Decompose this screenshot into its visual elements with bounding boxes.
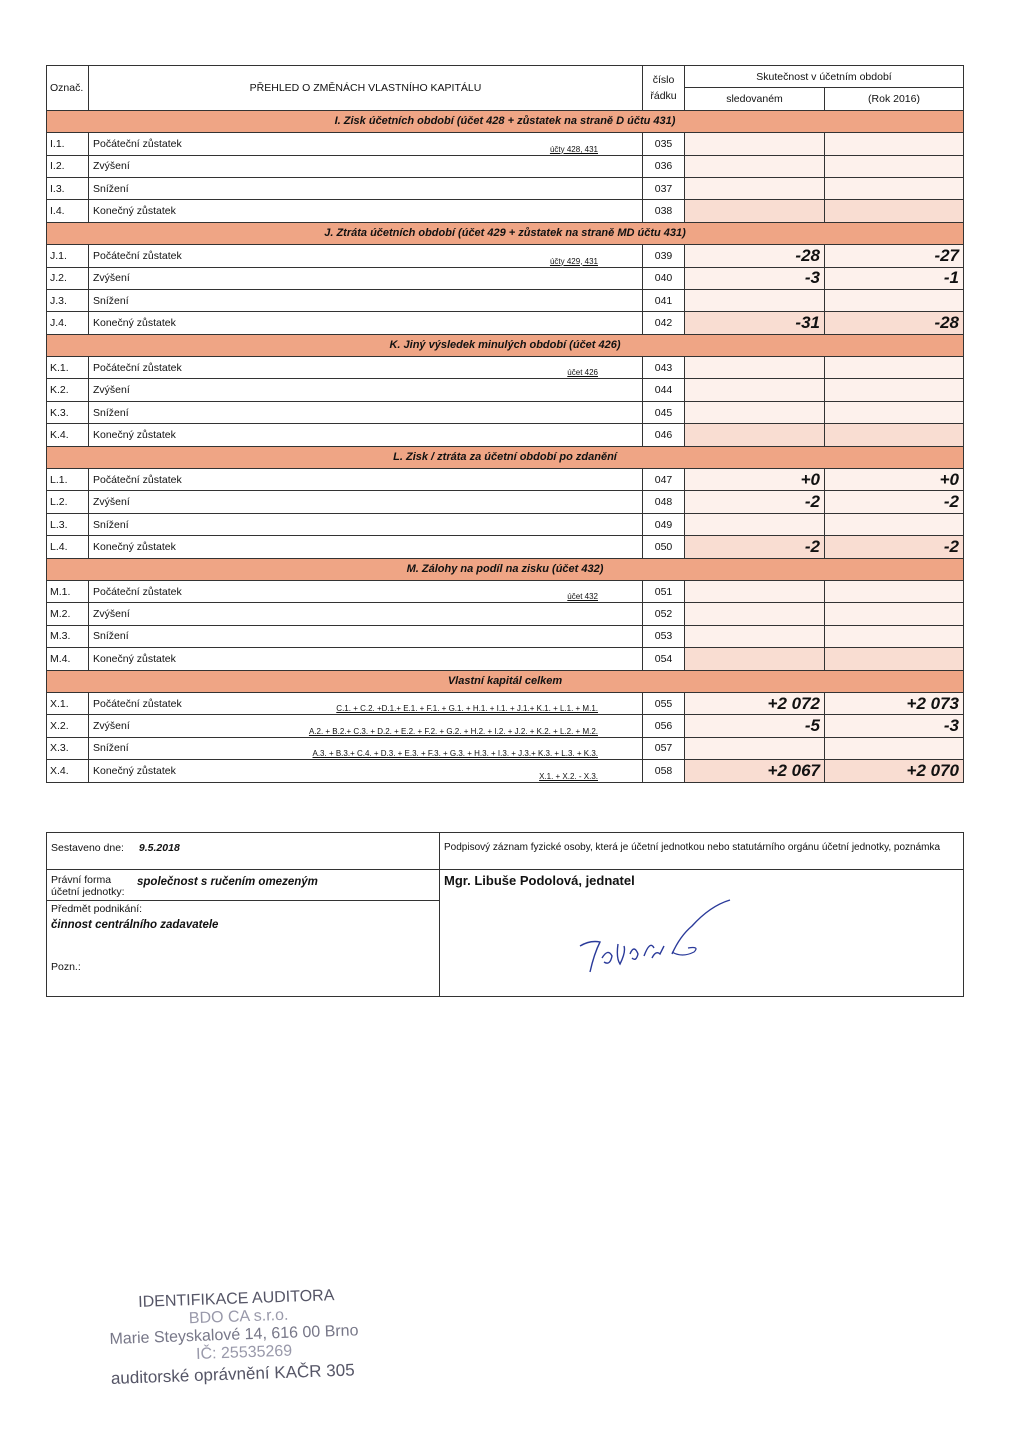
current-value: -5 [685, 715, 825, 737]
row-label [89, 200, 643, 222]
table-row [47, 401, 964, 423]
row-label-text: Konečný zůstatek [93, 764, 176, 777]
row-label-text: Zvýšení [93, 160, 130, 173]
current-period-header: sledovaném [685, 88, 825, 110]
current-value [685, 648, 825, 670]
row-mark: L.1. [47, 469, 89, 491]
previous-value: +2 070 [825, 760, 964, 782]
table-row [47, 692, 964, 714]
current-value: -3 [685, 267, 825, 289]
signature-block [46, 832, 964, 997]
previous-value [825, 424, 964, 446]
row-label-text: Snížení [93, 406, 129, 419]
current-value [685, 424, 825, 446]
current-value [685, 177, 825, 199]
row-label [89, 289, 643, 311]
current-value: +0 [685, 469, 825, 491]
section-title: K. Jiný výsledek minulých období (účet 426) [47, 334, 964, 356]
table-row [47, 155, 964, 177]
row-label-text: Konečný zůstatek [93, 205, 176, 218]
section-header [47, 334, 964, 356]
row-number: 036 [643, 155, 685, 177]
account-reference: A.2. + B.2.+ C.3. + D.2. + E.2. + F.2. + G.2. + H.2. + I.2. + J.2. + K.2. + L.2. + M.2. [308, 726, 598, 736]
row-number: 043 [643, 357, 685, 379]
section-header [47, 558, 964, 580]
row-number: 042 [643, 312, 685, 334]
row-mark: J.2. [47, 267, 89, 289]
previous-value: -28 [825, 312, 964, 334]
account-reference: X.1. + X.2. - X.3. [539, 771, 598, 781]
row-label-text: Snížení [93, 518, 129, 531]
current-value [685, 155, 825, 177]
row-number: 051 [643, 580, 685, 602]
previous-value: -2 [825, 491, 964, 513]
row-number: 047 [643, 469, 685, 491]
current-value [685, 737, 825, 759]
section-header [47, 446, 964, 468]
previous-value [825, 379, 964, 401]
business-activity: činnost centrálního zadavatele [51, 919, 219, 931]
table-row [47, 357, 964, 379]
row-label [89, 177, 643, 199]
row-mark: K.4. [47, 424, 89, 446]
table-row [47, 424, 964, 446]
row-number: 055 [643, 692, 685, 714]
account-reference: A.3. + B.3.+ C.4. + D.3. + E.3. + F.3. + G.3. + H.3. + I.3. + J.3.+ K.3. + L.3. + K.3. [312, 749, 598, 759]
previous-value [825, 513, 964, 535]
row-label-text: Konečný zůstatek [93, 428, 176, 441]
current-value: -28 [685, 245, 825, 267]
row-label-text: Zvýšení [93, 608, 130, 621]
row-mark: I.4. [47, 200, 89, 222]
table-row [47, 200, 964, 222]
compiled-cell: Sestaveno dne: 9.5.2018 [47, 833, 440, 870]
row-label [89, 401, 643, 423]
table-row [47, 715, 964, 737]
previous-value: -1 [825, 267, 964, 289]
table-row [47, 469, 964, 491]
row-mark: L.3. [47, 513, 89, 535]
table-row [47, 580, 964, 602]
row-mark: M.3. [47, 625, 89, 647]
previous-value [825, 401, 964, 423]
table-row [47, 133, 964, 155]
table-row [47, 289, 964, 311]
row-number: 035 [643, 133, 685, 155]
row-label [89, 245, 643, 267]
row-label [89, 357, 643, 379]
section-header [47, 670, 964, 692]
section-header [47, 110, 964, 132]
row-mark: X.2. [47, 715, 89, 737]
row-number: 053 [643, 625, 685, 647]
row-label [89, 491, 643, 513]
row-label [89, 625, 643, 647]
row-mark: K.3. [47, 401, 89, 423]
row-mark: M.2. [47, 603, 89, 625]
row-number: 050 [643, 536, 685, 558]
row-number: 037 [643, 177, 685, 199]
row-label-text: Zvýšení [93, 720, 130, 733]
row-label [89, 580, 643, 602]
row-label-text: Zvýšení [93, 496, 130, 509]
row-label [89, 715, 643, 737]
current-value [685, 580, 825, 602]
table-row [47, 737, 964, 759]
row-label-text: Počáteční zůstatek [93, 473, 182, 486]
row-number: 054 [643, 648, 685, 670]
signatory-name: Mgr. Libuše Podolová, jednatel [444, 873, 635, 888]
previous-value: +2 073 [825, 692, 964, 714]
row-label-text: Snížení [93, 742, 129, 755]
table-row [47, 536, 964, 558]
row-label [89, 312, 643, 334]
table-title: PŘEHLED O ZMĚNÁCH VLASTNÍHO KAPITÁLU [89, 66, 643, 111]
table-row [47, 245, 964, 267]
row-label-text: Počáteční zůstatek [93, 137, 182, 150]
table-row [47, 513, 964, 535]
row-number: 049 [643, 513, 685, 535]
section-title: Vlastní kapitál celkem [47, 670, 964, 692]
previous-value: +0 [825, 469, 964, 491]
previous-value [825, 200, 964, 222]
current-value [685, 603, 825, 625]
section-header [47, 222, 964, 244]
row-label-text: Snížení [93, 294, 129, 307]
row-number: 040 [643, 267, 685, 289]
row-label [89, 760, 643, 782]
previous-value [825, 625, 964, 647]
row-mark: J.1. [47, 245, 89, 267]
row-label [89, 737, 643, 759]
compiled-date: 9.5.2018 [138, 842, 180, 854]
row-mark: I.3. [47, 177, 89, 199]
row-number: 058 [643, 760, 685, 782]
row-mark: K.2. [47, 379, 89, 401]
current-value: -31 [685, 312, 825, 334]
previous-value [825, 603, 964, 625]
row-mark: L.2. [47, 491, 89, 513]
table-row [47, 625, 964, 647]
table-row [47, 603, 964, 625]
row-mark: X.1. [47, 692, 89, 714]
current-value: +2 067 [685, 760, 825, 782]
current-value [685, 401, 825, 423]
previous-value: -3 [825, 715, 964, 737]
current-value: +2 072 [685, 692, 825, 714]
section-title: L. Zisk / ztráta za účetní období po zdanění [47, 446, 964, 468]
row-label [89, 513, 643, 535]
row-label-text: Konečný zůstatek [93, 652, 176, 665]
row-label-text: Snížení [93, 630, 129, 643]
row-label [89, 536, 643, 558]
current-value [685, 513, 825, 535]
row-number: 052 [643, 603, 685, 625]
previous-value [825, 133, 964, 155]
row-label-text: Snížení [93, 182, 129, 195]
row-mark: I.2. [47, 155, 89, 177]
row-label-text: Počáteční zůstatek [93, 249, 182, 262]
current-value: -2 [685, 491, 825, 513]
row-number: 056 [643, 715, 685, 737]
signature-label: Podpisový záznam fyzické osoby, která je účetní jednotkou nebo statutárního orgánu účetní jednotky, poznámka [440, 833, 964, 870]
row-label [89, 692, 643, 714]
account-reference: účet 432 [567, 592, 598, 602]
row-label-text: Počáteční zůstatek [93, 697, 182, 710]
row-label [89, 469, 643, 491]
row-label [89, 133, 643, 155]
table-row [47, 177, 964, 199]
row-label [89, 648, 643, 670]
row-label-text: Zvýšení [93, 272, 130, 285]
account-reference: účet 426 [567, 368, 598, 378]
row-number: 038 [643, 200, 685, 222]
table-row [47, 379, 964, 401]
handwritten-signature [560, 896, 760, 976]
row-number: 044 [643, 379, 685, 401]
row-label [89, 155, 643, 177]
row-mark: X.3. [47, 737, 89, 759]
current-value [685, 357, 825, 379]
row-number: 046 [643, 424, 685, 446]
account-reference: účty 429, 431 [549, 256, 598, 266]
current-value [685, 289, 825, 311]
current-value [685, 625, 825, 647]
row-mark: I.1. [47, 133, 89, 155]
previous-value [825, 580, 964, 602]
table-row [47, 312, 964, 334]
business-label: Předmět podnikání: [51, 903, 143, 915]
row-mark: M.1. [47, 580, 89, 602]
account-reference: účty 428, 431 [549, 144, 598, 154]
row-label-text: Počáteční zůstatek [93, 585, 182, 598]
note-label: Pozn.: [51, 961, 81, 973]
row-number: 048 [643, 491, 685, 513]
previous-period-header: (Rok 2016) [825, 88, 964, 110]
previous-value [825, 289, 964, 311]
row-label [89, 603, 643, 625]
auditor-stamp: IDENTIFIKACE AUDITORA BDO CA s.r.o. Marie Steyskalové 14, 616 00 Brno IČ: 25535269 auditorské oprávnění KAČR 305 [109, 1287, 359, 1388]
row-label-text: Zvýšení [93, 384, 130, 397]
row-label [89, 379, 643, 401]
row-mark: J.4. [47, 312, 89, 334]
row-number: 057 [643, 737, 685, 759]
company-info-cell: Právní forma účetní jednotky: společnost s ručením omezeným Předmět podnikání: činnost centrálního zadavatele Pozn.: [47, 870, 440, 997]
row-number: 045 [643, 401, 685, 423]
current-value [685, 133, 825, 155]
previous-value: -27 [825, 245, 964, 267]
current-value [685, 379, 825, 401]
previous-value [825, 155, 964, 177]
account-reference: C.1. + C.2. +D.1.+ E.1. + F.1. + G.1. + H.1. + I.1. + J.1.+ K.1. + L.1. + M.1. [336, 704, 598, 714]
previous-value [825, 737, 964, 759]
previous-value [825, 177, 964, 199]
legal-form: společnost s ručením omezeným [137, 876, 318, 888]
row-number: 039 [643, 245, 685, 267]
period-header: Skutečnost v účetním období [685, 66, 964, 88]
row-number-header: číslo řádku [643, 66, 685, 111]
section-title: J. Ztráta účetních období (účet 429 + zůstatek na straně MD účtu 431) [47, 222, 964, 244]
row-label-text: Počáteční zůstatek [93, 361, 182, 374]
section-title: I. Zisk účetních období (účet 428 + zůstatek na straně D účtu 431) [47, 110, 964, 132]
row-mark: K.1. [47, 357, 89, 379]
equity-changes-table [46, 65, 964, 783]
previous-value: -2 [825, 536, 964, 558]
current-value [685, 200, 825, 222]
row-mark: J.3. [47, 289, 89, 311]
table-row [47, 648, 964, 670]
section-title: M. Zálohy na podíl na zisku (účet 432) [47, 558, 964, 580]
current-value: -2 [685, 536, 825, 558]
row-mark: X.4. [47, 760, 89, 782]
row-mark: L.4. [47, 536, 89, 558]
table-row [47, 760, 964, 782]
row-mark: M.4. [47, 648, 89, 670]
signature-cell [440, 870, 964, 997]
table-row [47, 491, 964, 513]
row-number: 041 [643, 289, 685, 311]
row-label-text: Konečný zůstatek [93, 316, 176, 329]
mark-header: Označ. [47, 66, 89, 111]
row-label-text: Konečný zůstatek [93, 540, 176, 553]
previous-value [825, 648, 964, 670]
table-row [47, 267, 964, 289]
previous-value [825, 357, 964, 379]
row-label [89, 424, 643, 446]
row-label [89, 267, 643, 289]
